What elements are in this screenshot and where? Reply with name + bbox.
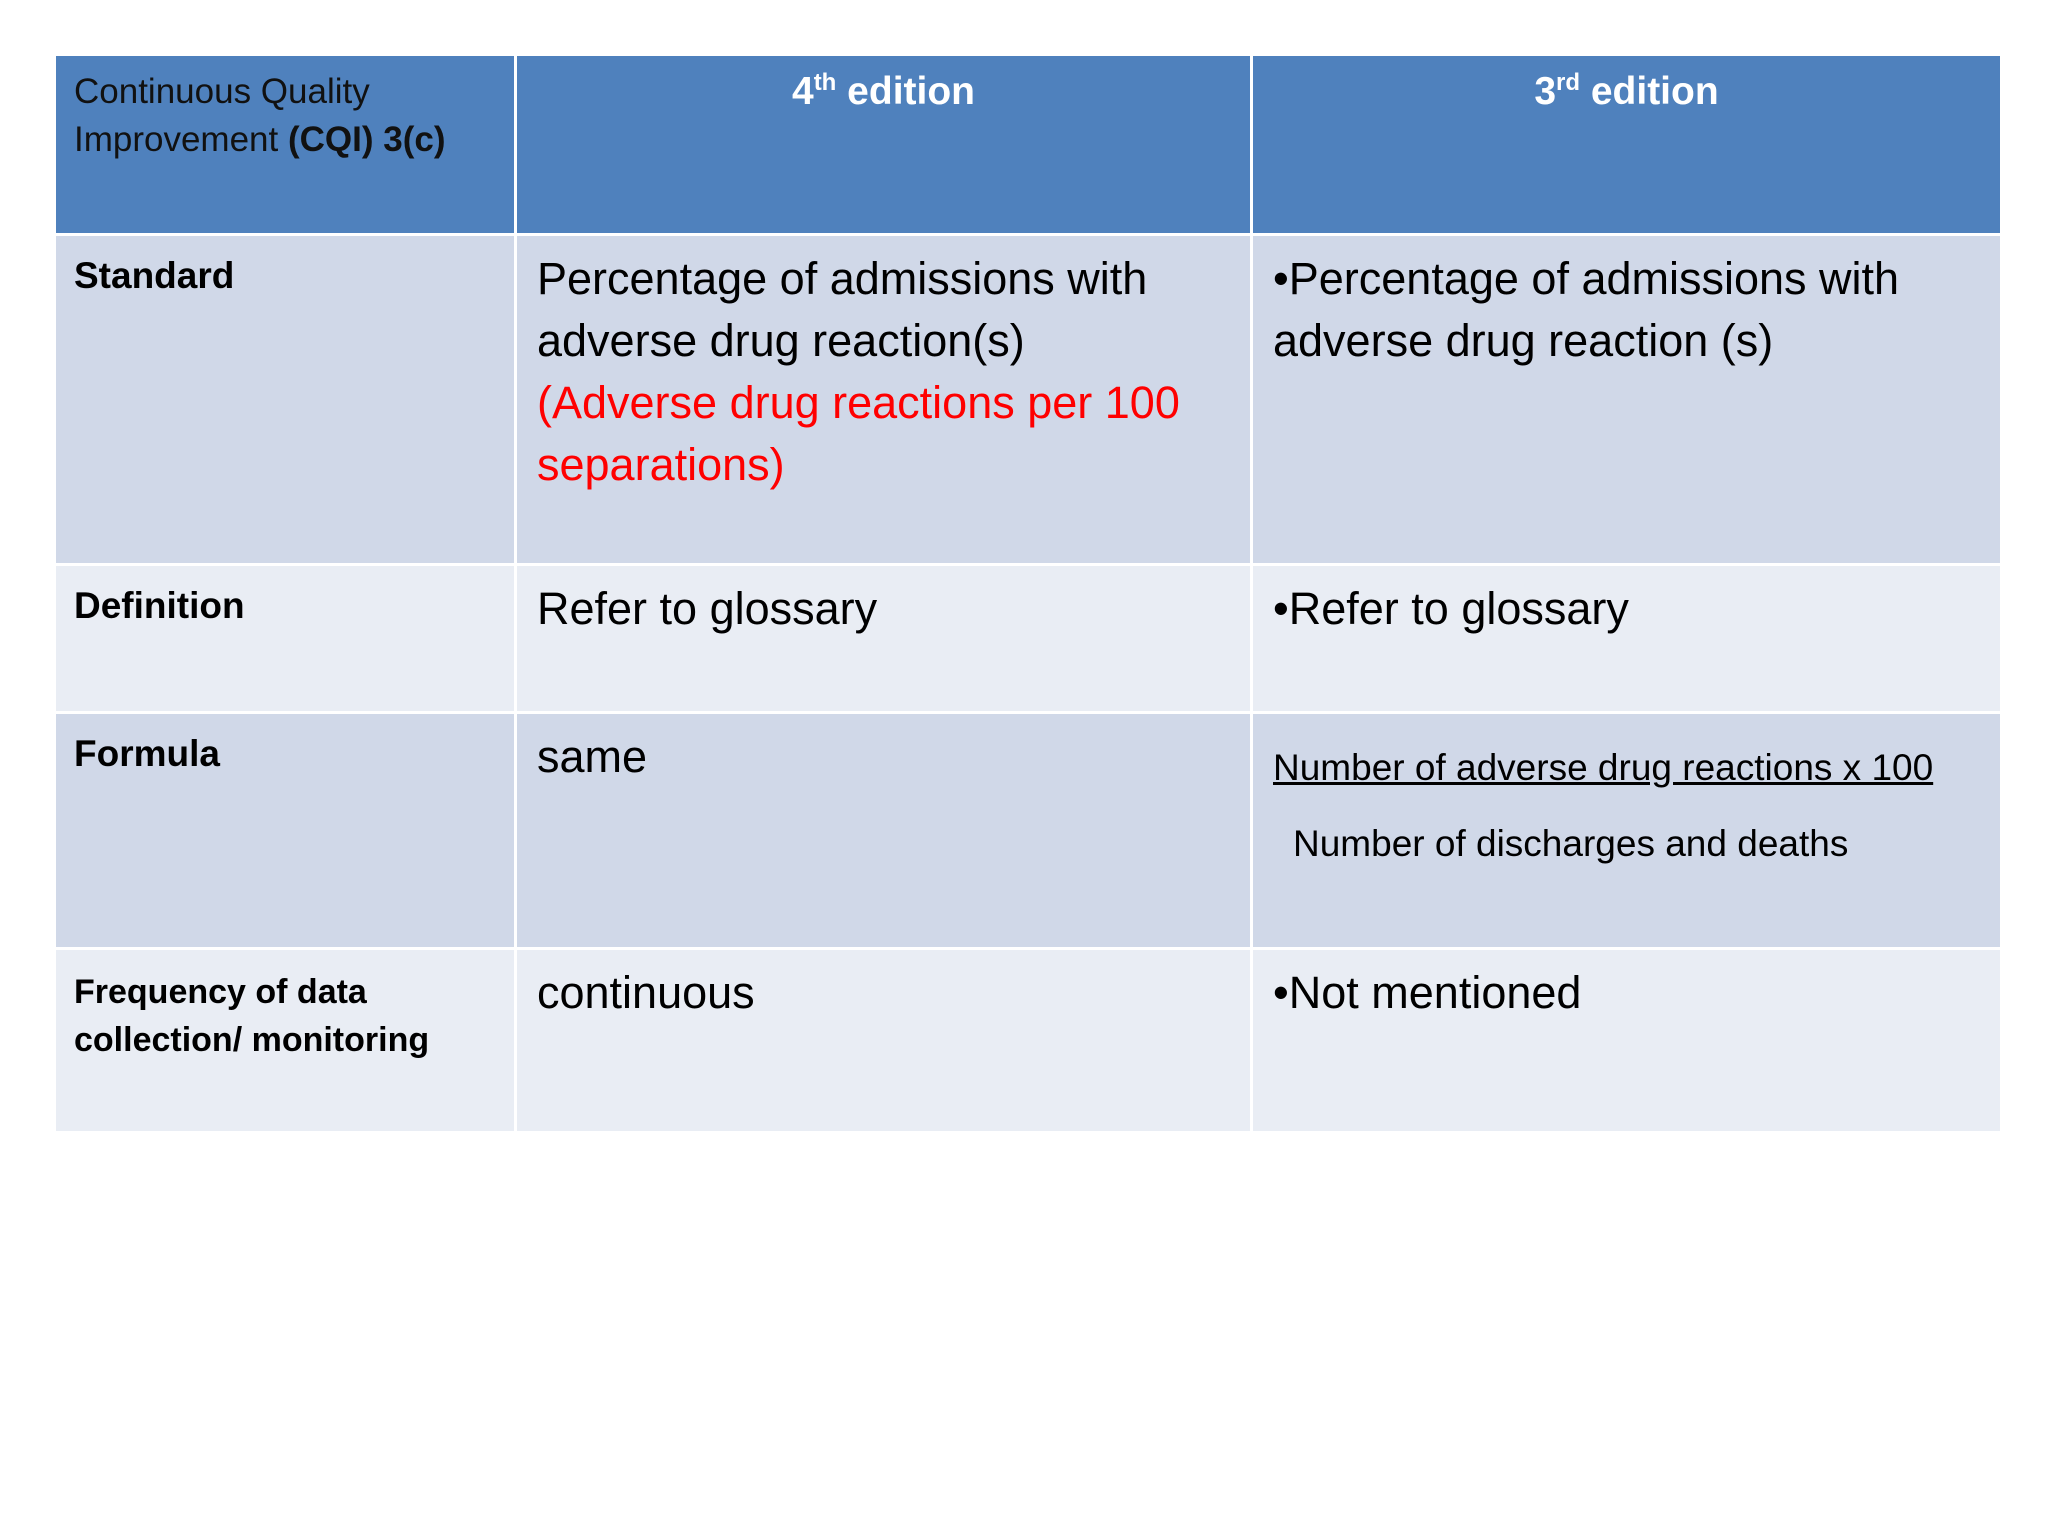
header-row: [55, 55, 2002, 235]
formula-denominator: Number of discharges and deaths: [1293, 823, 1849, 864]
third-edition-header: [1252, 55, 2002, 235]
frequency-fourth-cell: continuous: [516, 949, 1252, 1133]
definition-fourth-cell: Refer to glossary: [516, 565, 1252, 713]
standard-third-cell: •Percentage of admissions with adverse drug reaction (s): [1252, 235, 2002, 565]
third-edition-label: edition: [1580, 70, 1719, 113]
formula-label: Formula: [55, 713, 516, 949]
table-row-formula: [55, 713, 2002, 949]
formula-fourth-cell: same: [516, 713, 1252, 949]
fourth-edition-label: edition: [836, 70, 975, 113]
corner-header-bold: (CQI) 3(c): [287, 120, 446, 159]
third-edition-number: 3: [1534, 70, 1557, 113]
fourth-edition-header: [516, 55, 1252, 235]
formula-third-cell: [1252, 713, 2002, 949]
fourth-edition-number: 4: [791, 70, 814, 113]
corner-header-text: Continuous Quality Improvement: [74, 72, 370, 159]
standard-fourth-cell: [516, 235, 1252, 565]
frequency-third-cell: •Not mentioned: [1252, 949, 2002, 1133]
definition-label: Definition: [55, 565, 516, 713]
standard-fourth-text: Percentage of admissions with adverse drug reaction(s): [537, 253, 1148, 366]
table-row-frequency: [55, 949, 2002, 1133]
formula-numerator: Number of adverse drug reactions x 100: [1273, 747, 1934, 788]
standard-fourth-red-text: (Adverse drug reactions per 100 separations): [537, 377, 1180, 490]
standard-label: Standard: [55, 235, 516, 565]
comparison-table: [53, 53, 2003, 1134]
third-edition-superscript: rd: [1556, 69, 1581, 96]
fourth-edition-superscript: th: [813, 69, 837, 96]
definition-third-cell: •Refer to glossary: [1252, 565, 2002, 713]
table-row-standard: [55, 235, 2002, 565]
table-row-definition: [55, 565, 2002, 713]
frequency-label: Frequency of data collection/ monitoring: [55, 949, 516, 1133]
corner-header-cell: [55, 55, 516, 235]
